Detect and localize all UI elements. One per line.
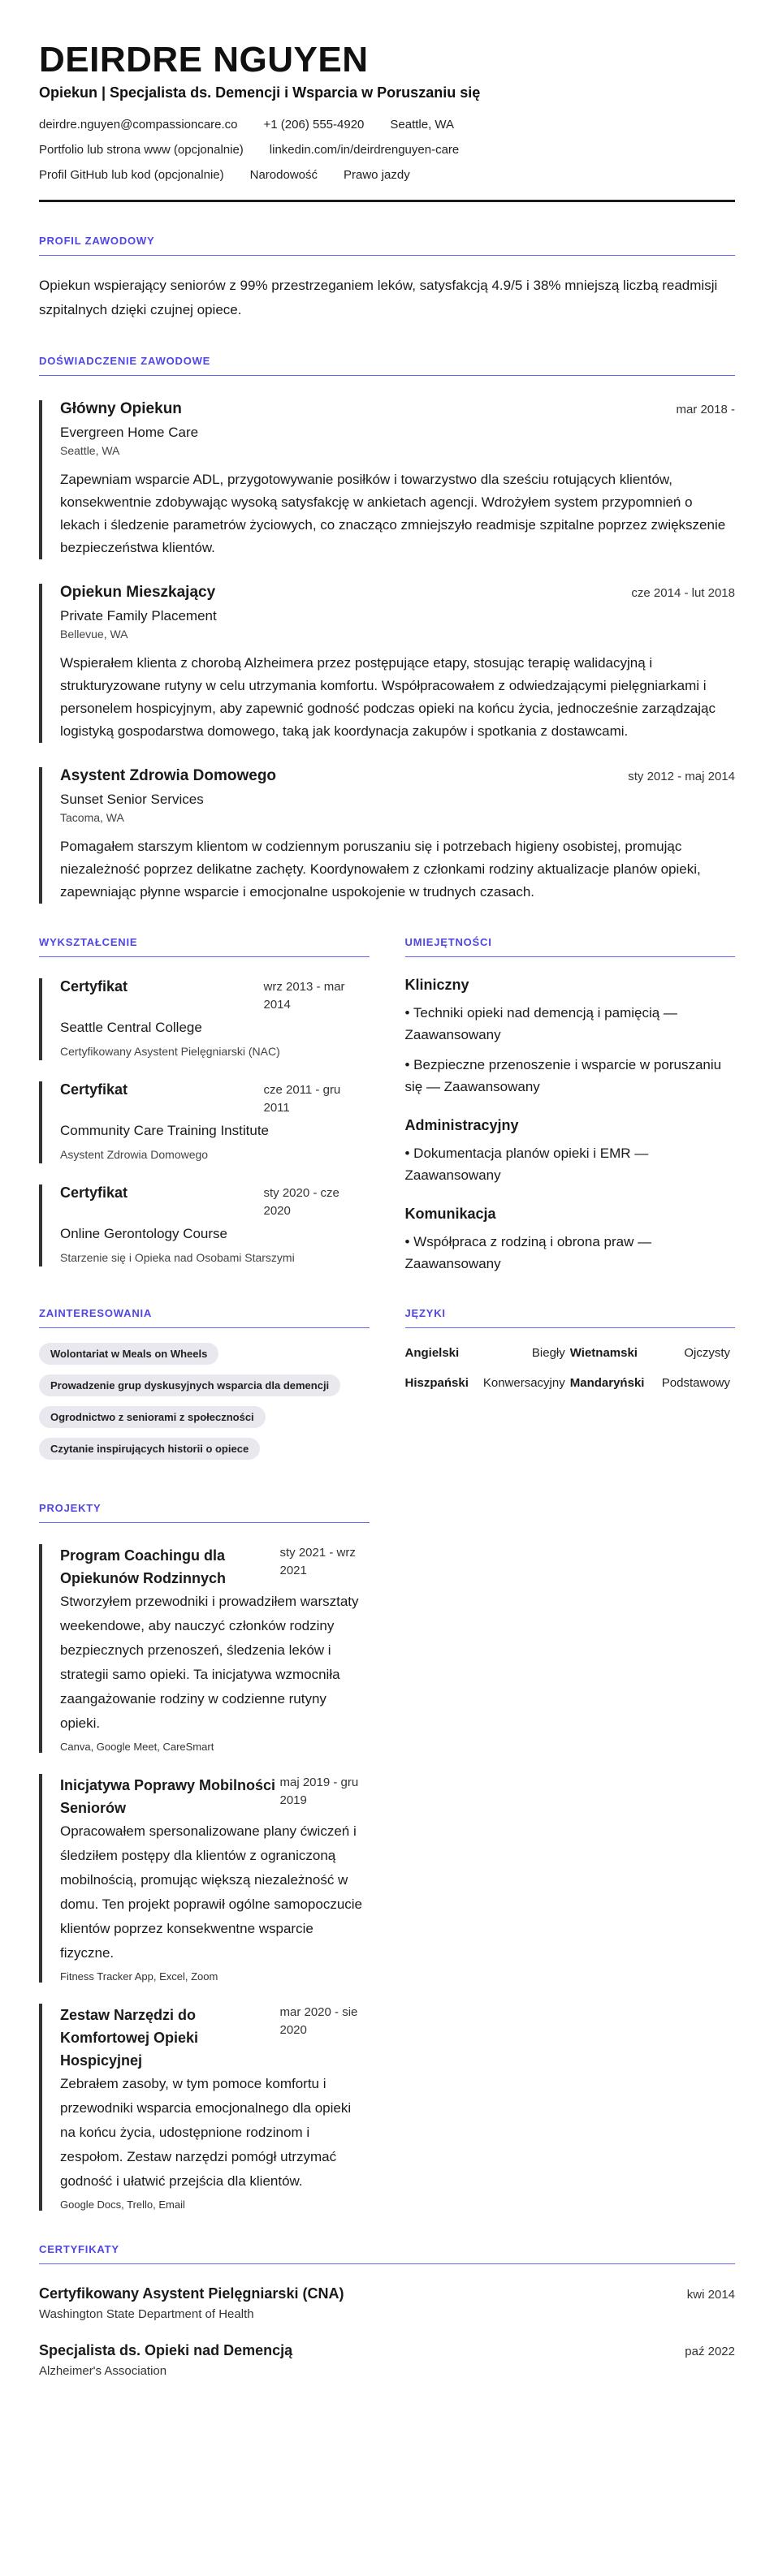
contact-email[interactable]: deirdre.nguyen@compassioncare.co	[39, 118, 238, 132]
languages-section	[405, 1275, 736, 1469]
project-title: Program Coachingu dla Opiekunów Rodzinnych	[60, 1547, 227, 1586]
skill-category: Komunikacja	[404, 1206, 496, 1222]
education-type: Certyfikat	[60, 1184, 128, 1201]
job-title: Główny Opiekun	[60, 400, 182, 417]
language-name: Hiszpański	[404, 1376, 469, 1390]
job-location: Bellevue, WA	[60, 628, 128, 641]
certification-name: Specjalista ds. Opieki nad Demencją	[39, 2342, 293, 2358]
education-description: Asystent Zdrowia Domowego	[60, 1148, 209, 1161]
skill-category: Kliniczny	[404, 977, 469, 993]
project-description: Opracowałem spersonalizowane plany ćwiczeń i śledziłem postępy dla klientów z ograniczoną mobilnością, promując większą niezależność w domu. Ten projekt poprawił ogólne samopoczucie klientów poprzez konsekwentne wsparcie fizyczne.	[60, 1823, 363, 1961]
interests-languages-row	[39, 1275, 735, 1469]
project-entry	[39, 2004, 370, 2211]
project-date: sty 2021 - wrz 2021	[279, 1546, 356, 1577]
language-name: Wietnamski	[569, 1346, 638, 1360]
job-description: Zapewniam wsparcie ADL, przygotowywanie posiłków i towarzystwo dla sześciu rotujących klientów, konsekwentnie zdobywając wysoką satysfakcję w ankietach agencji. Wdrożyłem system przypomnień o lekach i śledzenie parametrów życiowych, co znacząco zmniejszyło readmisje szpitalne poprzez zwiększenie bezpieczeństwa klientów.	[60, 472, 726, 555]
section-heading-profile: PROFIL ZAWODOWY	[39, 235, 735, 256]
header-divider	[39, 200, 735, 202]
language-level: Podstawowy	[661, 1376, 730, 1390]
job-location: Tacoma, WA	[60, 811, 124, 824]
job-entry	[39, 584, 735, 743]
education-description: Starzenie się i Opieka nad Osobami Starszymi	[60, 1251, 295, 1264]
skill-category: Administracyjny	[404, 1117, 519, 1133]
job-date: sty 2012 - maj 2014	[628, 770, 735, 783]
section-heading-certifications: CERTYFIKATY	[39, 2243, 735, 2264]
section-heading-education: WYKSZTAŁCENIE	[39, 936, 370, 957]
language-name: Angielski	[404, 1346, 460, 1360]
language-name: Mandaryński	[569, 1376, 645, 1390]
job-location: Seattle, WA	[60, 444, 120, 457]
project-tools: Fitness Tracker App, Excel, Zoom	[60, 1970, 218, 1983]
projects-right-spacer	[405, 1469, 736, 2211]
language-level: Biegły	[531, 1346, 565, 1360]
project-title: Zestaw Narzędzi do Komfortowej Opieki Hospicyjnej	[60, 2007, 199, 2069]
language-level: Konwersacyjny	[482, 1376, 565, 1390]
interests-section	[39, 1275, 370, 1469]
contact-github[interactable]: Profil GitHub lub kod (opcjonalnie)	[39, 168, 224, 182]
section-heading-interests: ZAINTERESOWANIA	[39, 1307, 370, 1328]
skill-item: • Współpraca z rodziną i obrona praw — Zaawansowany	[404, 1234, 652, 1271]
section-heading-skills: UMIEJĘTNOŚCI	[405, 936, 736, 957]
certification-entry	[39, 2285, 735, 2321]
education-date: sty 2020 - cze 2020	[263, 1186, 339, 1218]
skills-section	[405, 904, 736, 1275]
section-heading-experience: DOŚWIADCZENIE ZAWODOWE	[39, 355, 735, 376]
education-entry	[39, 1081, 370, 1163]
project-entry	[39, 1544, 370, 1753]
skill-item: • Bezpieczne przenoszenie i wsparcie w poruszaniu się — Zaawansowany	[404, 1057, 722, 1094]
job-company: Evergreen Home Care	[60, 425, 199, 440]
projects-row	[39, 1469, 735, 2211]
certification-name: Certyfikowany Asystent Pielęgniarski (CNA)	[39, 2285, 344, 2302]
job-date: mar 2018 -	[676, 403, 735, 416]
language-row	[405, 1376, 736, 1390]
job-title: Opiekun Mieszkający	[60, 584, 216, 601]
education-section	[39, 904, 370, 1275]
candidate-name: DEIRDRE NGUYEN	[39, 40, 369, 80]
contact-phone[interactable]: +1 (206) 555-4920	[263, 118, 365, 132]
education-entry	[39, 978, 370, 1060]
contact-location: Seattle, WA	[390, 118, 455, 132]
project-date: maj 2019 - gru 2019	[279, 1776, 359, 1807]
education-school: Seattle Central College	[60, 1020, 202, 1035]
skill-item: • Techniki opieki nad demencją i pamięcią — Zaawansowany	[404, 1005, 677, 1042]
certification-date: paź 2022	[685, 2345, 735, 2358]
job-date: cze 2014 - lut 2018	[631, 586, 735, 600]
project-entry	[39, 1774, 370, 1983]
contact-portfolio[interactable]: Portfolio lub strona www (opcjonalnie)	[39, 143, 244, 157]
section-heading-projects: PROJEKTY	[39, 1502, 370, 1523]
contact-info	[39, 118, 735, 182]
job-entry	[39, 767, 735, 904]
education-school: Community Care Training Institute	[60, 1123, 269, 1138]
education-type: Certyfikat	[60, 1081, 128, 1098]
project-tools: Google Docs, Trello, Email	[60, 2198, 185, 2211]
contact-license: Prawo jazdy	[344, 168, 410, 182]
project-date: mar 2020 - sie 2020	[279, 2005, 358, 2037]
profile-summary: Opiekun wspierający seniorów z 99% przestrzeganiem leków, satysfakcją 4.9/5 i 38% mniejszą liczbą readmisji szpitalnych dzięki czujnej opiece.	[39, 278, 718, 317]
interest-tag: Wolontariat w Meals on Wheels	[39, 1343, 218, 1365]
education-type: Certyfikat	[60, 978, 128, 995]
projects-section	[39, 1469, 370, 2211]
education-date: wrz 2013 - mar 2014	[263, 980, 345, 1012]
interest-tag: Czytanie inspirujących historii o opiece	[39, 1438, 260, 1460]
certification-issuer: Alzheimer's Association	[39, 2364, 167, 2378]
skill-item: • Dokumentacja planów opieki i EMR — Zaawansowany	[404, 1146, 649, 1183]
job-company: Private Family Placement	[60, 608, 217, 624]
language-level: Ojczysty	[684, 1346, 730, 1360]
job-company: Sunset Senior Services	[60, 792, 204, 807]
project-description: Stworzyłem przewodniki i prowadziłem warsztaty weekendowe, aby nauczyć członków rodziny bezpiecznych przenoszeń, śledzenia leków i strategii samo opieki. Ta inicjatywa wzmocniła zaangażowanie rodziny w codzienne rutyny opieki.	[60, 1594, 359, 1731]
experience-section	[39, 355, 735, 904]
certification-issuer: Washington State Department of Health	[39, 2307, 254, 2321]
project-description: Zebrałem zasoby, w tym pomoce komfortu i przewodniki wsparcia emocjonalnego dla opieki na końcu życia, udostępnione rodzinom i zespołom. Zestaw narzędzi pomógł utrzymać godność i ułatwić przejścia dla klientów.	[60, 2076, 352, 2189]
job-description: Pomagałem starszym klientom w codziennym poruszaniu się i potrzebach higieny osobistej, promując niezależność poprzez delikatne zachęty. Koordynowałem z członkami rodziny aktualizacje planów opieki, zapewniając płynne wsparcie i emocjonalne uspokojenie w trudnych czasach.	[60, 839, 701, 900]
education-description: Certyfikowany Asystent Pielęgniarski (NAC)	[60, 1045, 280, 1058]
certification-date: kwi 2014	[686, 2288, 735, 2302]
education-entry	[39, 1184, 370, 1266]
job-description: Wspierałem klienta z chorobą Alzheimera przez postępujące etapy, stosując terapię walidacyjną i strukturyzowane rutyny w celu utrzymania komfortu. Współpracowałem z odwiedzającymi pielęgniarkami i personelem hospicyjnym, aby zapewnić godność podczas opieki na końcu życia, jednocześnie zarządzając logistyką gospodarstwa domowego, taką jak koordynacja zakupów i spotkania z dostawcami.	[60, 655, 716, 739]
candidate-title: Opiekun | Specjalista ds. Demencji i Wsparcia w Poruszaniu się	[39, 84, 481, 101]
project-title: Inicjatywa Poprawy Mobilności Seniorów	[60, 1777, 276, 1816]
job-title: Asystent Zdrowia Domowego	[60, 767, 277, 784]
contact-linkedin[interactable]: linkedin.com/in/deirdrenguyen-care	[269, 143, 460, 157]
education-skills-row	[39, 904, 735, 1275]
education-date: cze 2011 - gru 2011	[263, 1083, 341, 1115]
interest-tag: Ogrodnictwo z seniorami z społeczności	[39, 1406, 266, 1428]
job-entry	[39, 400, 735, 559]
education-school: Online Gerontology Course	[60, 1226, 228, 1241]
interest-tag: Prowadzenie grup dyskusyjnych wsparcia dla demencji	[39, 1374, 340, 1396]
language-row	[405, 1346, 736, 1360]
certifications-section	[39, 2243, 735, 2378]
project-tools: Canva, Google Meet, CareSmart	[60, 1741, 214, 1753]
certification-entry	[39, 2342, 735, 2378]
profile-section	[39, 235, 735, 322]
resume-header	[39, 39, 735, 202]
contact-nationality: Narodowość	[249, 168, 318, 182]
section-heading-languages: JĘZYKI	[405, 1307, 736, 1328]
